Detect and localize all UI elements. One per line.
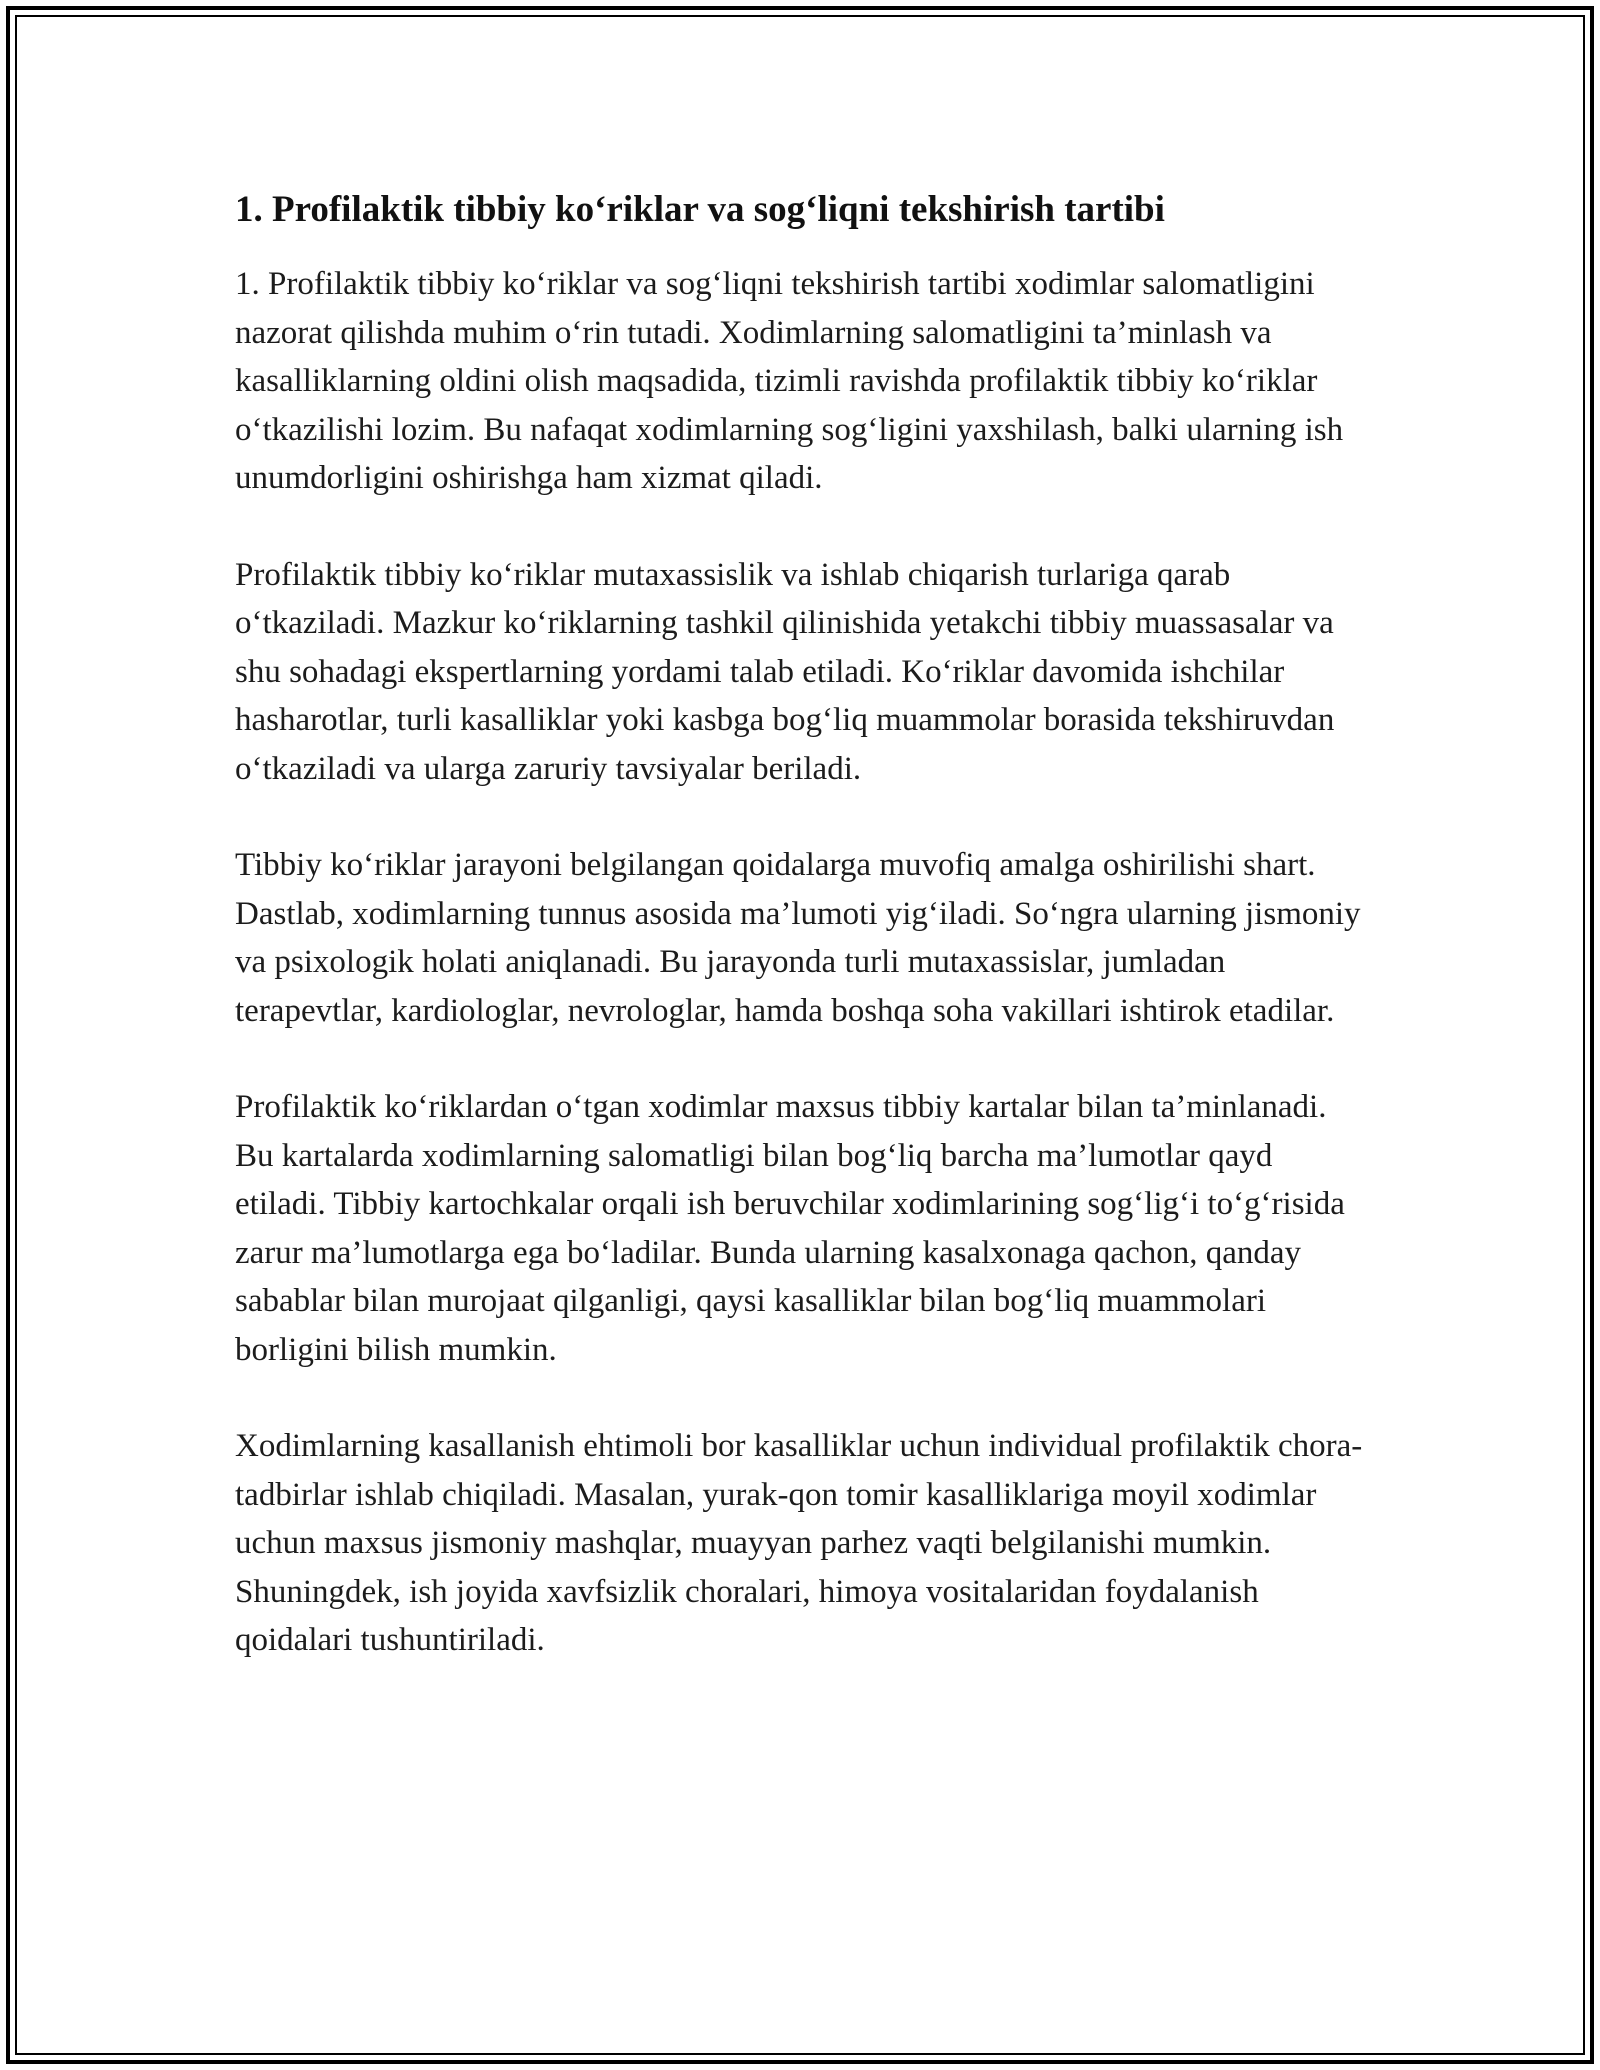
- paragraph-3: Tibbiy ko‘riklar jarayoni belgilangan qoidalarga muvofiq amalga oshirilishi shart. Dastlab, xodimlarning tunnus asosida ma’lumoti yig‘iladi. So‘ngra ularning jismoniy va psixologik holati aniqlanadi. Bu jarayonda turli mutaxassislar, jumladan terapevtlar, kardiologlar, nevrologlar, hamda boshqa soha vakillari ishtirok etadilar.: [235, 847, 1361, 1029]
- paragraph-2: Profilaktik tibbiy ko‘riklar mutaxassislik va ishlab chiqarish turlariga qarab o‘tkaziladi. Mazkur ko‘riklarning tashkil qilinishida yetakchi tibbiy muassasalar va shu sohadagi ekspertlarning yordami talab etiladi. Ko‘riklar davomida ishchilar hasharotlar, turli kasalliklar yoki kasbga bog‘liq muammolar borasida tekshiruvdan o‘tkaziladi va ularga zaruriy tavsiyalar beriladi.: [235, 556, 1335, 787]
- paragraph-1: 1. Profilaktik tibbiy ko‘riklar va sog‘liqni tekshirish tartibi xodimlar salomatligini nazorat qilishda muhim o‘rin tutadi. Xodimlarning salomatligini ta’minlash va kasalliklarning oldini olish maqsadida, tizimli ravishda profilaktik tibbiy ko‘riklar o‘tkazilishi lozim. Bu nafaqat xodimlarning sog‘ligini yaxshilash, balki ularning ish unumdorligini oshirishga ham xizmat qiladi.: [235, 266, 1344, 496]
- paragraph-4: Profilaktik ko‘riklardan o‘tgan xodimlar maxsus tibbiy kartalar bilan ta’minlanadi. Bu kartalarda xodimlarning salomatligi bilan bog‘liq barcha ma’lumotlar qayd etiladi. Tibbiy kartochkalar orqali ish beruvchilar xodimlarining sog‘lig‘i to‘g‘risida zarur ma’lumotlarga ega bo‘ladilar. Bunda ularning kasalxonaga qachon, qanday sabablar bilan murojaat qilganligi, qaysi kasalliklar bilan bog‘liq muammolari borligini bilish mumkin.: [235, 1089, 1345, 1368]
- document-body: [235, 186, 1365, 1713]
- paragraph-5: Xodimlarning kasallanish ehtimoli bor kasalliklar uchun individual profilaktik chora-tadbirlar ishlab chiqiladi. Masalan, yurak-qon tomir kasalliklariga moyil xodimlar uchun maxsus jismoniy mashqlar, muayyan parhez vaqti belgilanishi mumkin. Shuningdek, ish joyida xavfsizlik choralari, himoya vositalaridan foydalanish qoidalari tushuntiriladi.: [235, 1428, 1363, 1658]
- section-heading: 1. Profilaktik tibbiy ko‘riklar va sog‘liqni tekshirish tartibi: [235, 189, 1165, 230]
